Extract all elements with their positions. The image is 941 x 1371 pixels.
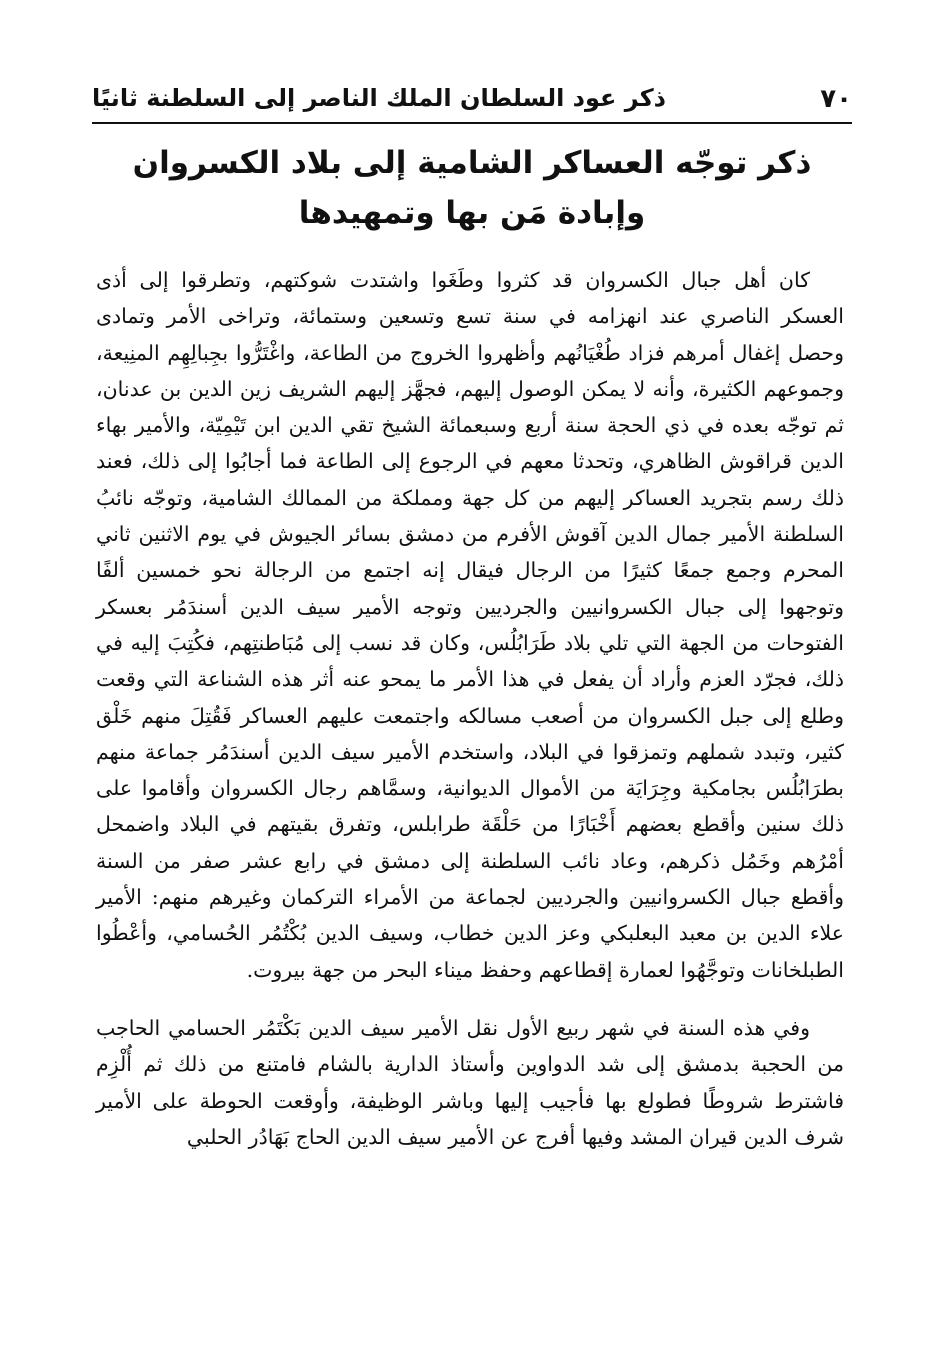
paragraph-2: وفي هذه السنة في شهر ربيع الأول نقل الأمير سيف الدين بَكْتَمُر الحسامي الحاجب من الحجبة بدمشق إلى شد الدواوين وأستاذ الدارية بالشام فامتنع من ذلك ثم أُلْزِم فاشترط شروطًا فطولع بها فأجيب إليها وباشر الوظيفة، وأوقعت الحوطة على الأمير شرف الدين قيران المشد وفيها أفرج عن الأمير سيف الدين الحاج بَهَادُر الحلبي: [96, 1015, 844, 1149]
paragraph-1: كان أهل جبال الكسروان قد كثروا وطَغَوا واشتدت شوكتهم، وتطرقوا إلى أذى العسكر الناصري عند انهزامه في سنة تسع وتسعين وستمائة، وتراخى الأمر وتمادى وحصل إغفال أمرهم فزاد طُغْيَانُهم وأظهروا الخروج من الطاعة، واغْتَرُّوا بجِبالِهِم المنِيعة، وجموعهم الكثيرة، وأنه لا يمكن الوصول إليهم، فجهَّز إليهم الشريف زين الدين بن عدنان، ثم توجّه بعده في ذي الحجة سنة أربع وسبعمائة الشيخ تقي الدين ابن تَيْمِيّة، والأمير بهاء الدين قراقوش الظاهري، وتحدثا معهم في الرجوع إلى الطاعة فما أجابُوا إلى ذلك، فعند ذلك رسم بتجريد العساكر إليهم من كل جهة ومملكة من الممالك الشامية، وتوجّه نائبُ السلطنة الأمير جمال الدين آقوش الأفرم من دمشق بسائر الجيوش في يوم الاثنين ثاني المحرم وجمع جمعًا كثيرًا من الرجال فيقال إنه اجتمع من الرجالة نحو خمسين ألفًا وتوجهوا إلى جبال الكسروانيين والجرديين وتوجه الأمير سيف الدين أسندَمُر بعسكر الفتوحات من الجهة التي تلي بلاد طَرَابُلُس، وكان قد نسب إلى مُبَاطنتِهم، فكُتِبَ إليه في ذلك، فجرّد العزم وأراد أن يفعل في هذا الأمر ما يمحو عنه أثر هذه الشناعة التي وقعت وطلع إلى جبل الكسروان من أصعب مسالكه واجتمعت عليهم العساكر فَقُتِلَ منهم خَلْق كثير، وتبدد شملهم وتمزقوا في البلاد، واستخدم الأمير سيف الدين أسندَمُر جماعة منهم بطرَابُلُس بجامكية وجِرَايَة من الأموال الديوانية، وسمَّاهم رجال الكسروان وأقاموا على ذلك سنين وأقطع بعضهم أَخْبَارًا من حَلْقَة طرابلس، وتفرق بقيتهم في البلاد واضمحل أمْرُهم وخَمُل ذكرهم، وعاد نائب السلطنة إلى دمشق في رابع عشر صفر من السنة وأقطع جبال الكسروانيين والجرديين لجماعة من الأمراء التركمان وغيرهم منهم: الأمير علاء الدين بن معبد البعلبكي وعز الدين خطاب، وسيف الدين بُكْتُمُر الحُسامي، وأعْطُوا الطبلخانات وتوجَّهُوا لعمارة إقطاعهم وحفظ ميناء البحر من جهة بيروت.: [96, 268, 844, 982]
running-header: [92, 78, 852, 118]
chapter-title: [92, 138, 852, 238]
chapter-title-line-1: ذكر توجّه العساكر الشامية إلى بلاد الكسروان: [132, 145, 812, 181]
page-number: ٧٠: [820, 84, 852, 114]
body-text: [96, 262, 844, 1155]
header-rule: [92, 122, 852, 124]
running-title: ذكر عود السلطان الملك الناصر إلى السلطنة ثانيًا: [92, 84, 666, 112]
chapter-title-line-2: وإبادة مَن بها وتمهيدها: [298, 195, 646, 231]
